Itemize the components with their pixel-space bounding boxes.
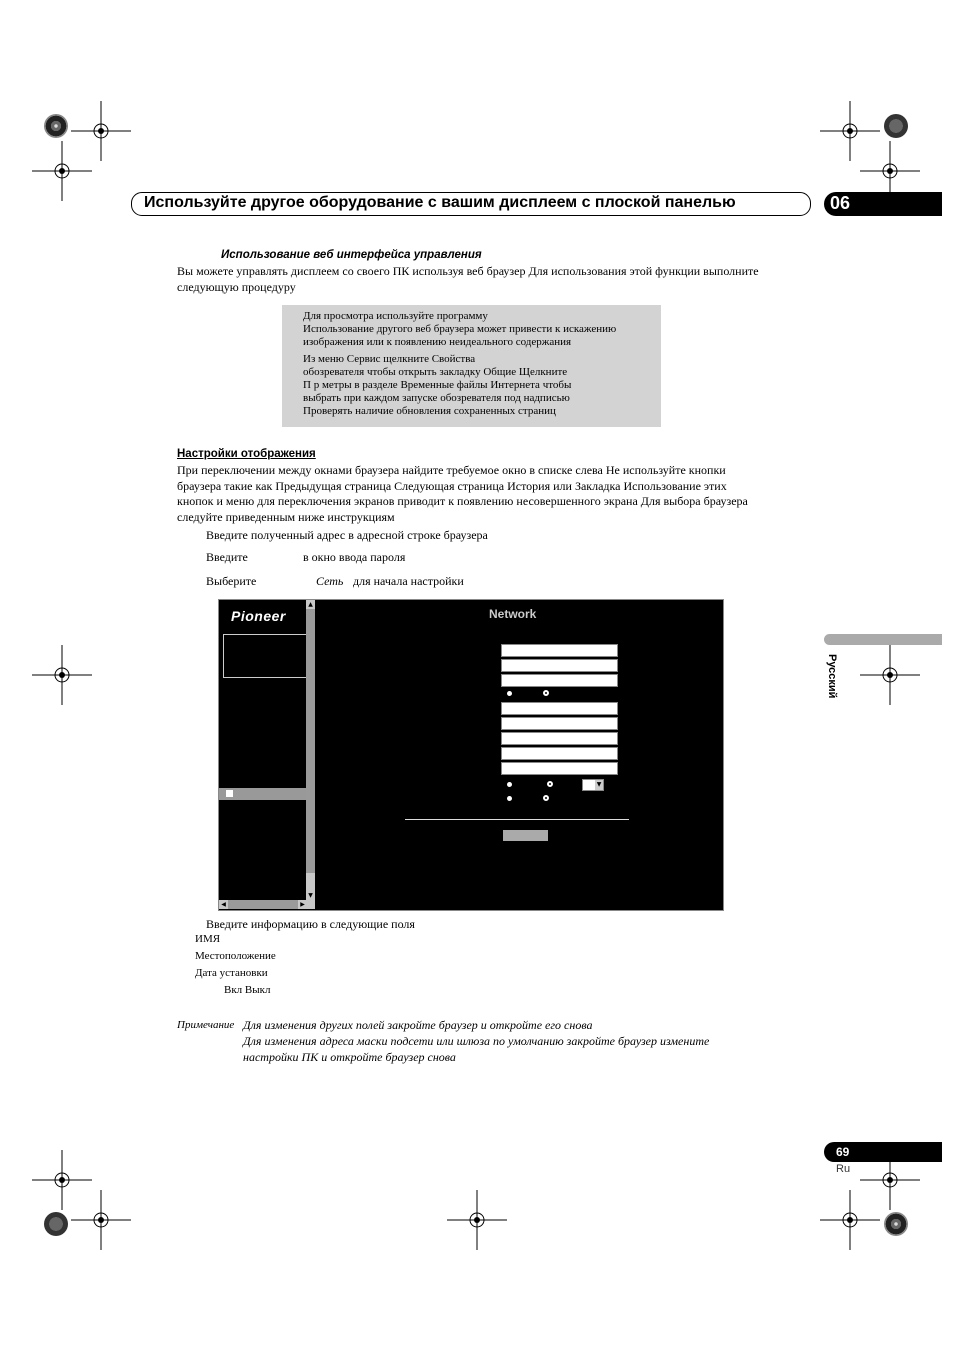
pioneer-logo: Pioneer [231, 608, 286, 624]
radio-option-off-1[interactable] [543, 690, 549, 696]
checkbox-icon [226, 790, 233, 797]
section-heading-web-interface: Использование веб интерфейса управления [221, 249, 482, 261]
network-field-6[interactable] [501, 732, 618, 745]
network-field-2[interactable] [501, 659, 618, 672]
step-1: Введите полученный адрес в адресной строке браузера [206, 528, 488, 542]
color-rosette-bottom-right [884, 1212, 908, 1236]
chapter-tab [824, 192, 942, 216]
note-box [282, 305, 661, 427]
note-line: Из меню Сервис щелкните Свойства [303, 353, 476, 365]
registration-mark-bottom-left-2 [71, 1190, 131, 1250]
registration-mark-bottom-center [447, 1190, 507, 1250]
sidebar [219, 600, 306, 910]
step-2-a: Введите [206, 550, 248, 564]
radio-option-off-2[interactable] [547, 781, 553, 787]
notes-line-2: Для изменения адреса маски подсети или шлюза по умолчанию закройте браузер измените [243, 1034, 710, 1048]
scroll-down-icon[interactable]: ▼ [308, 892, 313, 899]
field-name-label: ИМЯ [195, 933, 221, 945]
note-line: выбрать при каждом запуске обозревателя под надписью [303, 392, 570, 404]
color-rosette-bottom-left [44, 1212, 68, 1236]
apply-button[interactable] [503, 830, 548, 841]
page-number: 69 [836, 1145, 850, 1159]
note-line: Для просмотра используйте программу [303, 310, 488, 322]
page-language-code: Ru [836, 1163, 851, 1175]
sidebar-info-box [223, 634, 307, 678]
network-field-1[interactable] [501, 644, 618, 657]
display-settings-line-3: кнопок и меню для переключения экранов приводит к появлению несовершенного экрана Для выбора браузера [177, 494, 748, 508]
horizontal-scrollbar[interactable] [219, 900, 315, 909]
registration-mark-top-left-2 [32, 141, 92, 201]
color-rosette-top-left [44, 114, 68, 138]
display-settings-line-2: браузера такие как Предыдущая страница Следующая страница История или Закладка Использование этих [177, 479, 727, 493]
scroll-up-icon[interactable]: ▲ [308, 601, 313, 608]
intro-line-1: Вы можете управлять дисплеем со своего ПК используя веб браузер Для использования этой функции выполните [177, 264, 759, 278]
chapter-title: Используйте другое оборудование с вашим дисплеем с плоской панелью [144, 194, 736, 211]
step-2-b: в окно ввода пароля [303, 550, 406, 564]
web-interface-screenshot [218, 599, 724, 911]
radio-option-on-3[interactable] [507, 796, 512, 801]
notes-line-3: настройки ПК и откройте браузер снова [243, 1050, 456, 1064]
network-field-4[interactable] [501, 702, 618, 715]
note-line: П р метры в разделе Временные файлы Интернета чтобы [303, 379, 572, 391]
radio-option-on-2[interactable] [507, 782, 512, 787]
intro-line-2: следующую процедуру [177, 280, 296, 294]
field-on-off-label: Вкл Выкл [224, 984, 271, 996]
registration-mark-mid-left [32, 645, 92, 705]
display-settings-line-1: При переключении между окнами браузера найдите требуемое окно в списке слева Не используйте кнопки [177, 463, 726, 477]
chapter-title-bar [131, 192, 811, 216]
scroll-right-icon[interactable]: ▶ [300, 901, 305, 908]
scroll-thumb[interactable] [306, 609, 315, 873]
radio-option-on-1[interactable] [507, 691, 512, 696]
network-page-title: Network [489, 607, 537, 621]
language-label: Русский [826, 654, 838, 699]
vertical-scrollbar[interactable] [306, 600, 315, 900]
network-field-7[interactable] [501, 747, 618, 760]
network-field-3[interactable] [501, 674, 618, 687]
color-rosette-top-right [884, 114, 908, 138]
notes-line-1: Для изменения других полей закройте браузер и откройте его снова [243, 1018, 593, 1032]
chevron-down-icon: ▼ [596, 781, 602, 788]
step-3-a: Выберите [206, 574, 257, 588]
radio-option-off-3[interactable] [543, 795, 549, 801]
section-heading-display-settings: Настройки отображения [177, 448, 316, 460]
display-settings-line-4: следуйте приведенным ниже инструкциям [177, 510, 395, 524]
chapter-number: 06 [830, 193, 851, 213]
note-line: Использование другого веб браузера может привести к искажению [303, 323, 617, 335]
field-install-date-label: Дата установки [195, 967, 268, 979]
step-4: Введите информацию в следующие поля [206, 917, 415, 931]
step-3-c: для начала настройки [353, 574, 464, 588]
network-field-8[interactable] [501, 762, 618, 775]
scroll-thumb[interactable] [228, 900, 298, 909]
field-location-label: Местоположение [195, 950, 276, 962]
notes-label: Примечание [177, 1019, 235, 1031]
sidebar-selected-item[interactable] [219, 788, 306, 800]
registration-mark-mid-right [860, 645, 920, 705]
note-line: обозревателя чтобы открыть закладку Общие Щелкните [303, 366, 568, 378]
note-line: изображения или к появлению неидеального содержания [303, 336, 572, 348]
language-tab [824, 634, 942, 645]
note-line: Проверять наличие обновления сохраненных страниц [303, 405, 556, 417]
dropdown-select[interactable] [582, 779, 604, 791]
divider [405, 819, 629, 820]
scroll-left-icon[interactable]: ◀ [221, 901, 226, 908]
network-field-5[interactable] [501, 717, 618, 730]
page-number-tab [824, 1142, 942, 1162]
step-3-b: Сеть [316, 574, 344, 588]
